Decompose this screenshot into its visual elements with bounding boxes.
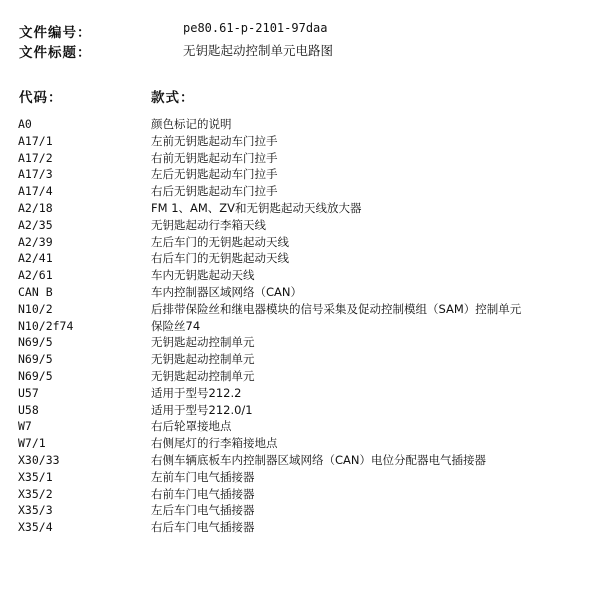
list-item <box>18 150 590 167</box>
list-item <box>18 351 590 368</box>
item-code: N10/2 <box>18 301 53 316</box>
list-item <box>18 502 590 519</box>
code-column-header: 代码： <box>19 90 63 106</box>
list-item <box>18 385 590 402</box>
list-item <box>18 183 590 200</box>
item-description: 右前无钥匙起动车门拉手 <box>151 150 278 165</box>
item-code: A0 <box>18 117 32 131</box>
item-code: X35/3 <box>18 503 53 518</box>
list-item <box>18 402 590 419</box>
doc-title-value: 无钥匙起动控制单元电路图 <box>183 43 334 58</box>
item-description: FM 1、AM、ZV和无钥匙起动天线放大器 <box>151 200 362 215</box>
item-code: A2/41 <box>18 251 53 266</box>
item-description: 适用于型号212.0/1 <box>151 402 253 417</box>
item-description: 左前车门电气插接器 <box>151 469 255 484</box>
item-description: 右后无钥匙起动车门拉手 <box>151 184 278 199</box>
item-description: 无钥匙起动控制单元 <box>151 368 255 383</box>
list-item <box>18 301 590 318</box>
list-item <box>18 200 590 217</box>
list-item <box>18 250 590 267</box>
doc-title-row <box>19 41 589 59</box>
item-code: A2/18 <box>18 200 53 215</box>
item-code: N69/5 <box>18 335 53 350</box>
item-code: X35/4 <box>18 520 53 535</box>
item-code: A17/4 <box>18 184 53 199</box>
item-code: A17/1 <box>18 133 53 148</box>
list-item <box>18 435 590 452</box>
item-code: X35/1 <box>18 469 53 484</box>
item-code: W7 <box>18 419 32 434</box>
item-description: 无钥匙起动行李箱天线 <box>151 217 266 232</box>
item-description: 左后无钥匙起动车门拉手 <box>151 167 278 182</box>
list-item <box>18 486 590 503</box>
list-item <box>18 334 590 351</box>
item-description: 右后轮罩接地点 <box>151 419 232 434</box>
item-code: A2/35 <box>18 217 53 232</box>
doc-number-value: pe80.61-p-2101-97daa <box>183 21 328 35</box>
item-code: N69/5 <box>18 352 53 367</box>
item-description: 左后车门的无钥匙起动天线 <box>151 234 289 249</box>
list-item <box>18 519 590 536</box>
item-description: 适用于型号212.2 <box>151 385 242 400</box>
list-item <box>18 116 590 133</box>
list-item <box>18 234 590 251</box>
item-description: 右后车门电气插接器 <box>151 520 255 535</box>
item-description: 车内控制器区域网络（CAN） <box>151 284 302 299</box>
list-item <box>18 217 590 234</box>
item-code: A2/39 <box>18 234 53 249</box>
list-item <box>18 469 590 486</box>
item-code: W7/1 <box>18 436 46 451</box>
item-description: 保险丝74 <box>151 318 201 333</box>
item-code: U58 <box>18 402 39 417</box>
component-list <box>18 116 590 536</box>
list-item <box>18 166 590 183</box>
item-code: A17/2 <box>18 150 53 165</box>
item-code: X30/33 <box>18 452 60 467</box>
item-code: A17/3 <box>18 167 53 182</box>
item-code: A2/61 <box>18 268 53 283</box>
item-code: N10/2f74 <box>18 318 74 333</box>
style-column-header: 款式： <box>151 90 195 106</box>
item-description: 右后车门的无钥匙起动天线 <box>151 251 289 266</box>
item-description: 左前无钥匙起动车门拉手 <box>151 133 278 148</box>
item-description: 左后车门电气插接器 <box>151 503 255 518</box>
list-item <box>18 368 590 385</box>
item-description: 车内无钥匙起动天线 <box>151 268 255 283</box>
doc-number-label: 文件编号： <box>19 25 92 41</box>
item-description: 无钥匙起动控制单元 <box>151 335 255 350</box>
list-item <box>18 284 590 301</box>
item-code: U57 <box>18 385 39 400</box>
doc-number-row <box>19 21 589 39</box>
item-code: X35/2 <box>18 486 53 501</box>
list-item <box>18 267 590 284</box>
item-description: 右侧尾灯的行李箱接地点 <box>151 436 278 451</box>
list-item <box>18 318 590 335</box>
item-description: 后排带保险丝和继电器模块的信号采集及促动控制模组（SAM）控制单元 <box>151 301 522 316</box>
item-code: N69/5 <box>18 368 53 383</box>
item-description: 无钥匙起动控制单元 <box>151 352 255 367</box>
list-item <box>18 452 590 469</box>
list-item <box>18 418 590 435</box>
list-item <box>18 133 590 150</box>
item-code: CAN B <box>18 284 53 299</box>
item-description: 颜色标记的说明 <box>151 117 232 131</box>
item-description: 右前车门电气插接器 <box>151 486 255 501</box>
doc-title-label: 文件标题： <box>19 45 92 61</box>
item-description: 右侧车辆底板车内控制器区域网络（CAN）电位分配器电气插接器 <box>151 452 486 467</box>
